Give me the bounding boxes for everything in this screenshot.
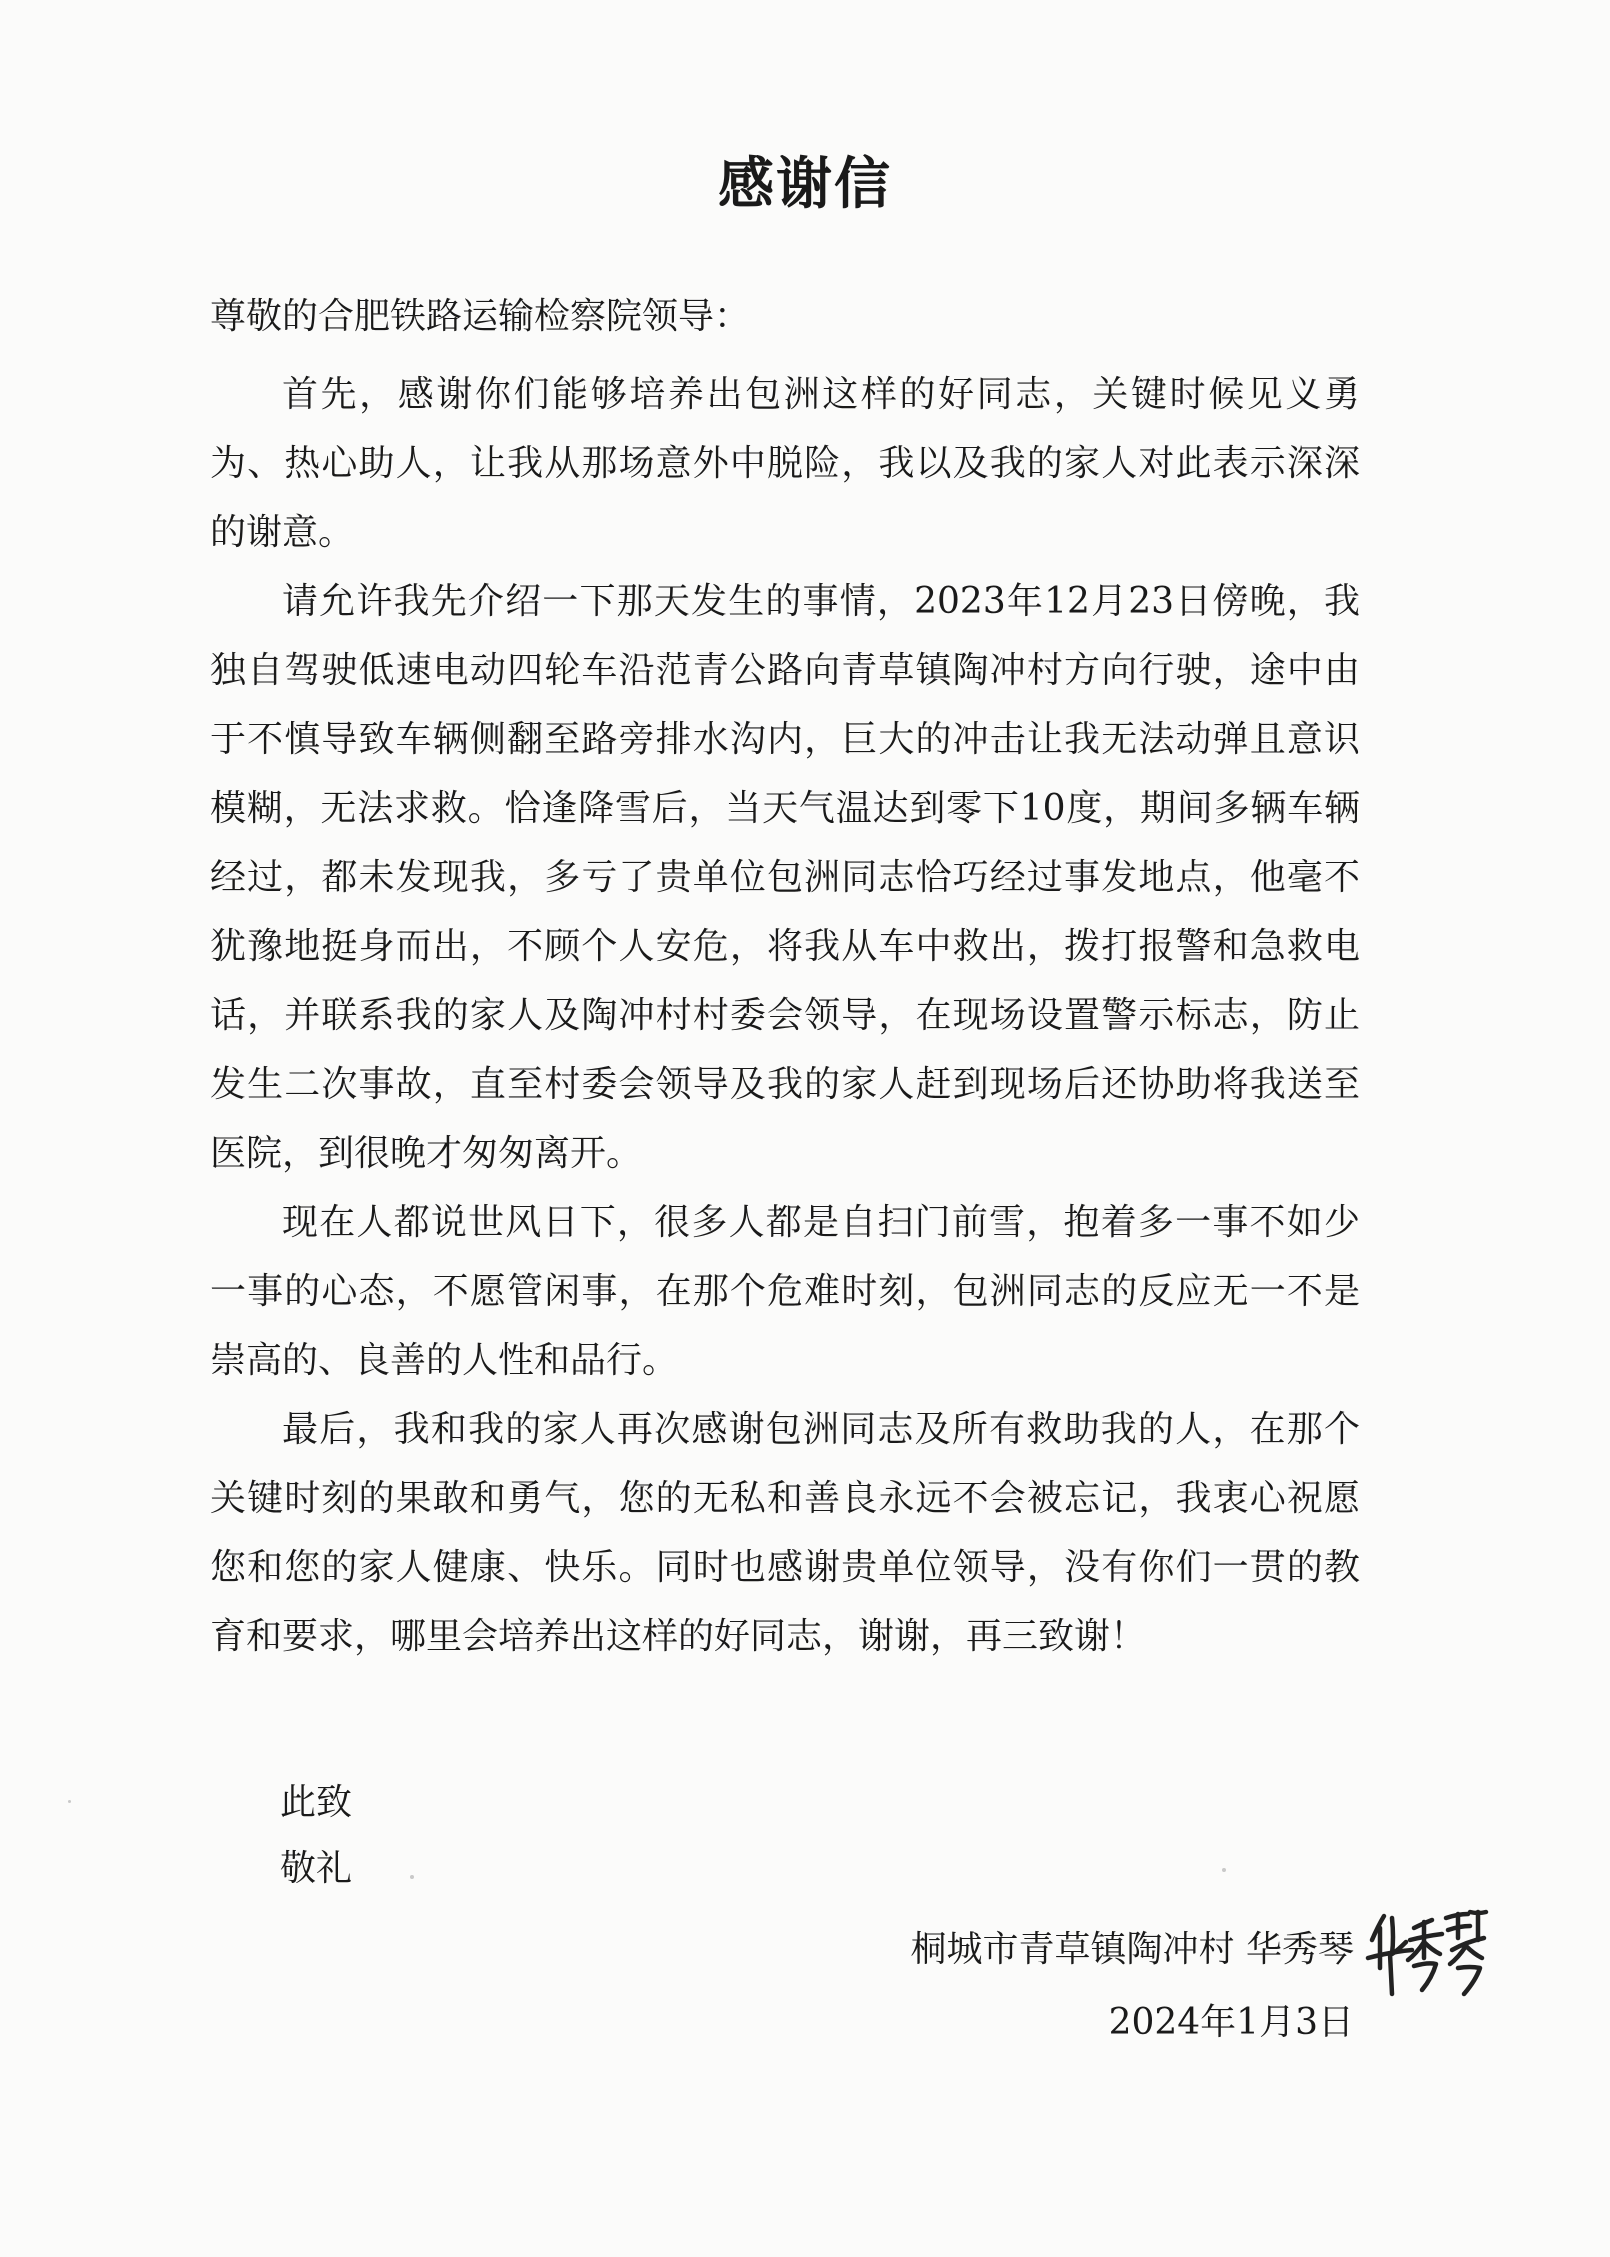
paper-speck <box>410 1875 414 1879</box>
handwritten-signature <box>1362 1898 1492 2008</box>
paragraph-final-thanks: 最后，我和我的家人再次感谢包洲同志及所有救助我的人，在那个关键时刻的果敢和勇气，您的无私和善良永远不会被忘记，我衷心祝愿您和您的家人健康、快乐。同时也感谢贵单位领导，没有你们一贯的教育和要求，哪里会培养出这样的好同志，谢谢，再三致谢！ <box>210 1409 1360 1657</box>
closing-salute: 敬礼 <box>280 1848 353 1889</box>
letter-title: 感谢信 <box>718 151 892 217</box>
letter-body <box>210 360 1360 1671</box>
paragraph-incident: 请允许我先介绍一下那天发生的事情，2023年12月23日傍晚，我独自驾驶低速电动四轮车沿范青公路向青草镇陶冲村方向行驶，途中由于不慎导致车辆侧翻至路旁排水沟内，巨大的冲击让我无法动弹且意识模糊，无法求救。恰逢降雪后，当天气温达到零下10度，期间多辆车辆经过，都未发现我，多亏了贵单位包洲同志恰巧经过事发地点，他毫不犹豫地挺身而出，不顾个人安危，将我从车中救出，拨打报警和急救电话，并联系我的家人及陶冲村村委会领导，在现场设置警示标志，防止发生二次事故，直至村委会领导及我的家人赶到现场后还协助将我送至医院，到很晚才匆匆离开。 <box>210 581 1360 1174</box>
sender-line: 桐城市青草镇陶冲村 华秀琴 <box>910 1929 1354 1970</box>
paper-speck <box>1222 1868 1226 1872</box>
paper-speck <box>68 1800 71 1803</box>
paragraph-thanks: 首先，感谢你们能够培养出包洲这样的好同志，关键时候见义勇为、热心助人，让我从那场意外中脱险，我以及我的家人对此表示深深的谢意。 <box>210 374 1360 553</box>
letter-date: 2024年1月3日 <box>1108 2002 1354 2043</box>
salutation: 尊敬的合肥铁路运输检察院领导： <box>210 296 751 337</box>
paragraph-reflection: 现在人都说世风日下，很多人都是自扫门前雪，抱着多一事不如少一事的心态，不愿管闲事，在那个危难时刻，包洲同志的反应无一不是崇高的、良善的人性和品行。 <box>210 1202 1360 1381</box>
closing-greeting: 此致 <box>280 1782 353 1823</box>
